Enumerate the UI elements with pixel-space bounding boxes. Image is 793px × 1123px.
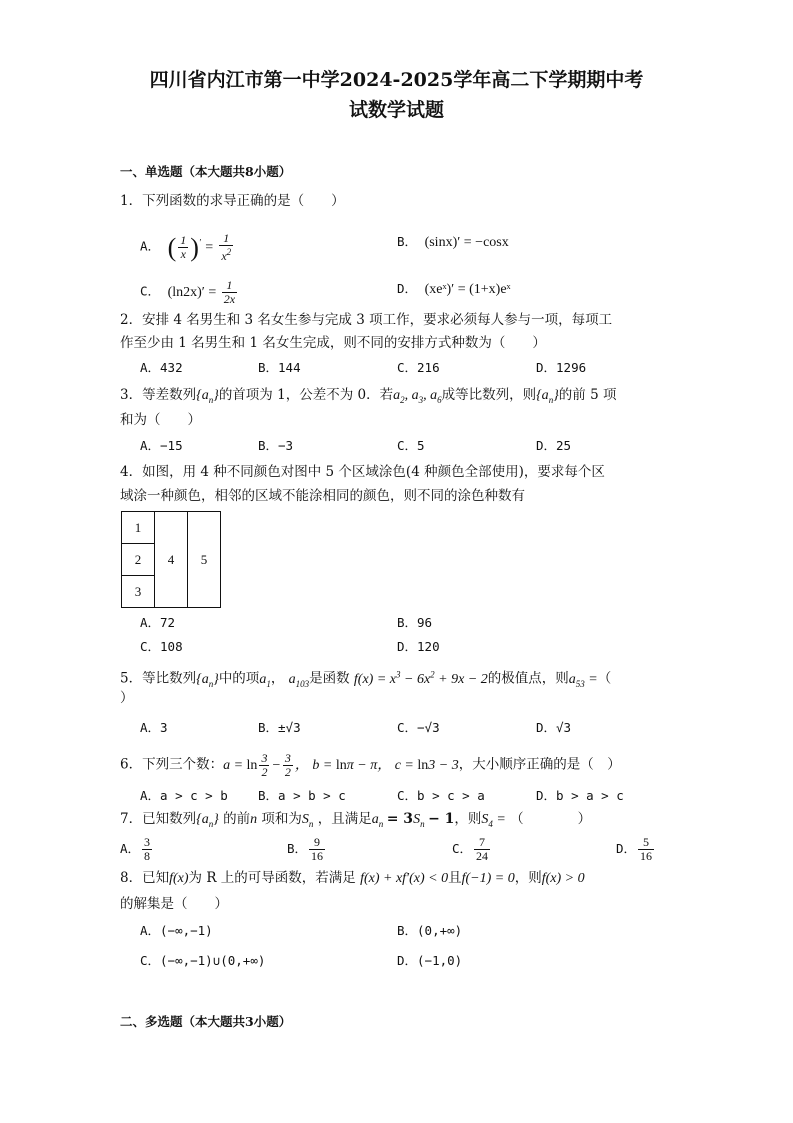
q2-option-c: C．216 — [397, 360, 440, 375]
q5-text-c: 是函数 — [309, 670, 350, 687]
title-line-1: 四川省内江市第一中学2024-2025学年高二下学期期中考 — [149, 69, 644, 91]
q8-line-2: 的解集是（ ） — [120, 896, 228, 912]
q7-d-label: D． — [616, 841, 637, 856]
q3-option-d: D．25 — [536, 438, 572, 453]
region-1: 1 — [122, 512, 155, 544]
q7-a-den: 8 — [144, 849, 151, 863]
q8-text-d: ，则 — [514, 870, 542, 886]
q1-option-c — [140, 279, 239, 306]
q8-option-d: D．(−1,0) — [397, 953, 463, 968]
q4-line-1: 4．如图，用 4 种不同颜色对图中 5 个区域涂色(4 种颜色全部使用)，要求每个区 — [120, 464, 605, 480]
q2-option-b: B．144 — [258, 360, 301, 375]
q7-text-f: （ ） — [510, 811, 592, 827]
section-multiple-choice: 二、多选题（本大题共3小题） — [120, 1014, 292, 1029]
q7-text-a: 7．已知数列 — [120, 811, 197, 827]
q8-line-1: 8．已知f(x)为 R 上的可导函数，若满足 f(x) + xf′(x) < 0且f(−1) = 0，则f(x) > 0 — [120, 870, 585, 886]
q6-text-b: ，大小顺序正确的是（ ） — [458, 756, 621, 773]
q8-text-c: 且 — [448, 870, 462, 886]
q7-option-d — [616, 836, 656, 863]
q6-stem: 6．下列三个数：a = ln $\frac{3}{2}$ − $\frac{3}{2}$ ， b = lnπ − π， c = ln3 − 3，大小顺序正确的是（ ） — [120, 751, 621, 779]
q5-option-a: A．3 — [140, 720, 168, 735]
q2-option-d: D．1296 — [536, 360, 587, 375]
q6-text-a: 6．下列三个数： — [120, 756, 224, 773]
q5-text-b: 中的项 — [218, 670, 260, 687]
q1-a-expr: ( $\frac{1}{x}$ )′ = $\frac{1}{x^2}$ — [167, 231, 232, 263]
q3-text-b: 的首项为 1，公差不为 0．若 — [218, 387, 394, 403]
q7-b-num: 9 — [309, 836, 325, 850]
q3-text-d: 的前 5 项 — [558, 387, 617, 403]
q7-text-b: 的前 — [223, 811, 251, 827]
q7-option-a — [120, 836, 154, 863]
q7-text-e: ，则 — [454, 811, 482, 827]
q7-option-b — [287, 836, 327, 863]
q1-option-a — [140, 232, 235, 263]
q7-text-c: 项和为 — [261, 811, 302, 827]
q7-b-label: B． — [287, 841, 308, 856]
q5-option-b: B．±√3 — [258, 720, 301, 735]
q7-stem: 7．已知数列$\{a_n\}$ 的前n 项和为$S_n$ ，且满足$a_n = 3S_n - 1$，则$S_4$ = （ ） — [120, 811, 592, 829]
q3-line-1: 3．等差数列$\{a_n\}$的首项为 1，公差不为 0．若$a_2$, $a_3$, $a_6$成等比数列，则$\{a_n\}$的前 5 项 — [120, 387, 617, 405]
q1-a-label: A． — [140, 238, 161, 254]
q1-c-expr: (ln2x)′ = $\frac{1}{2x}$ — [167, 278, 236, 306]
q8-text-b: 为 R 上的可导函数，若满足 — [188, 870, 356, 886]
q4-option-b: B．96 — [397, 615, 433, 630]
q3-option-c: C．5 — [397, 438, 425, 453]
q4-option-a: A．72 — [140, 615, 176, 630]
q6-option-c: C．b > c > a — [397, 788, 485, 803]
q1-option-b — [397, 232, 509, 253]
q4-option-c: C．108 — [140, 639, 183, 654]
q5-text-a: 5．等比数列 — [120, 670, 197, 687]
q5-text-e: （ — [597, 670, 612, 687]
q2-line-2: 作至少由 1 名男生和 1 名女生完成，则不同的安排方式种数为（ ） — [120, 335, 546, 351]
q1-b-label: B． — [397, 234, 418, 249]
q3-text-a: 3．等差数列 — [120, 387, 197, 403]
q5-line-1: 5．等比数列$\{a_n\}$中的项$a_1$， $a_{103}$是函数 $f(x) = x^3 - 6x^2 + 9x - 2$的极值点，则$a_{53}$ =（ — [120, 669, 612, 689]
q2-option-a: A．432 — [140, 360, 183, 375]
q8-option-c: C．(−∞,−1)∪(0,+∞) — [140, 953, 266, 968]
q5-option-c: C．−√3 — [397, 720, 440, 735]
q7-c-num: 7 — [474, 836, 490, 850]
q3-text-c: 成等比数列，则 — [441, 387, 537, 403]
q7-a-num: 3 — [144, 835, 151, 849]
q5-text-d: 的极值点，则 — [487, 670, 569, 687]
q7-d-num: 5 — [638, 836, 654, 850]
q8-option-b: B．(0,+∞) — [397, 923, 463, 938]
q8-text-a: 8．已知 — [120, 870, 170, 886]
q4-option-d: D．120 — [397, 639, 440, 654]
q7-b-den: 16 — [311, 849, 324, 863]
q4-region-diagram — [121, 511, 221, 608]
q6-option-a: A．a > c > b — [140, 788, 228, 803]
q1-option-d — [397, 279, 511, 300]
q6-option-d: D．b > a > c — [536, 788, 624, 803]
q7-a-label: A． — [120, 841, 141, 856]
q7-text-d: ，且满足 — [317, 811, 372, 827]
section-single-choice: 一、单选题（本大题共8小题） — [120, 164, 292, 179]
q2-line-1: 2．安排 4 名男生和 3 名女生参与完成 3 项工作，要求必须每人参与一项，每项工 — [120, 312, 613, 328]
q3-option-a: A．−15 — [140, 438, 183, 453]
q6-option-b: B．a > b > c — [258, 788, 346, 803]
region-3: 3 — [122, 576, 155, 608]
q7-c-den: 24 — [476, 849, 489, 863]
q7-d-den: 16 — [640, 849, 653, 863]
q1-c-label: C． — [140, 283, 161, 299]
title-line-2: 试数学试题 — [348, 99, 444, 121]
q7-c-label: C． — [452, 841, 473, 856]
q1-b-expr: (sinx)′ = −cosx — [424, 235, 509, 250]
q3-line-2: 和为（ ） — [120, 412, 201, 428]
q8-option-a: A．(−∞,−1) — [140, 923, 213, 938]
region-2: 2 — [122, 544, 155, 576]
q1-d-expr: (xeˣ)′ = (1+x)eˣ — [424, 282, 511, 297]
q5-option-d: D．√3 — [536, 720, 572, 735]
q7-option-c — [452, 836, 492, 863]
q1-d-label: D． — [397, 281, 418, 296]
q4-line-2: 域涂一种颜色，相邻的区域不能涂相同的颜色，则不同的涂色种数有 — [120, 488, 525, 504]
region-4: 4 — [155, 512, 188, 608]
q1-stem: 1．下列函数的求导正确的是（ ） — [120, 193, 345, 209]
q3-option-b: B．−3 — [258, 438, 294, 453]
q5-line-2: ） — [120, 690, 134, 706]
region-5: 5 — [188, 512, 221, 608]
